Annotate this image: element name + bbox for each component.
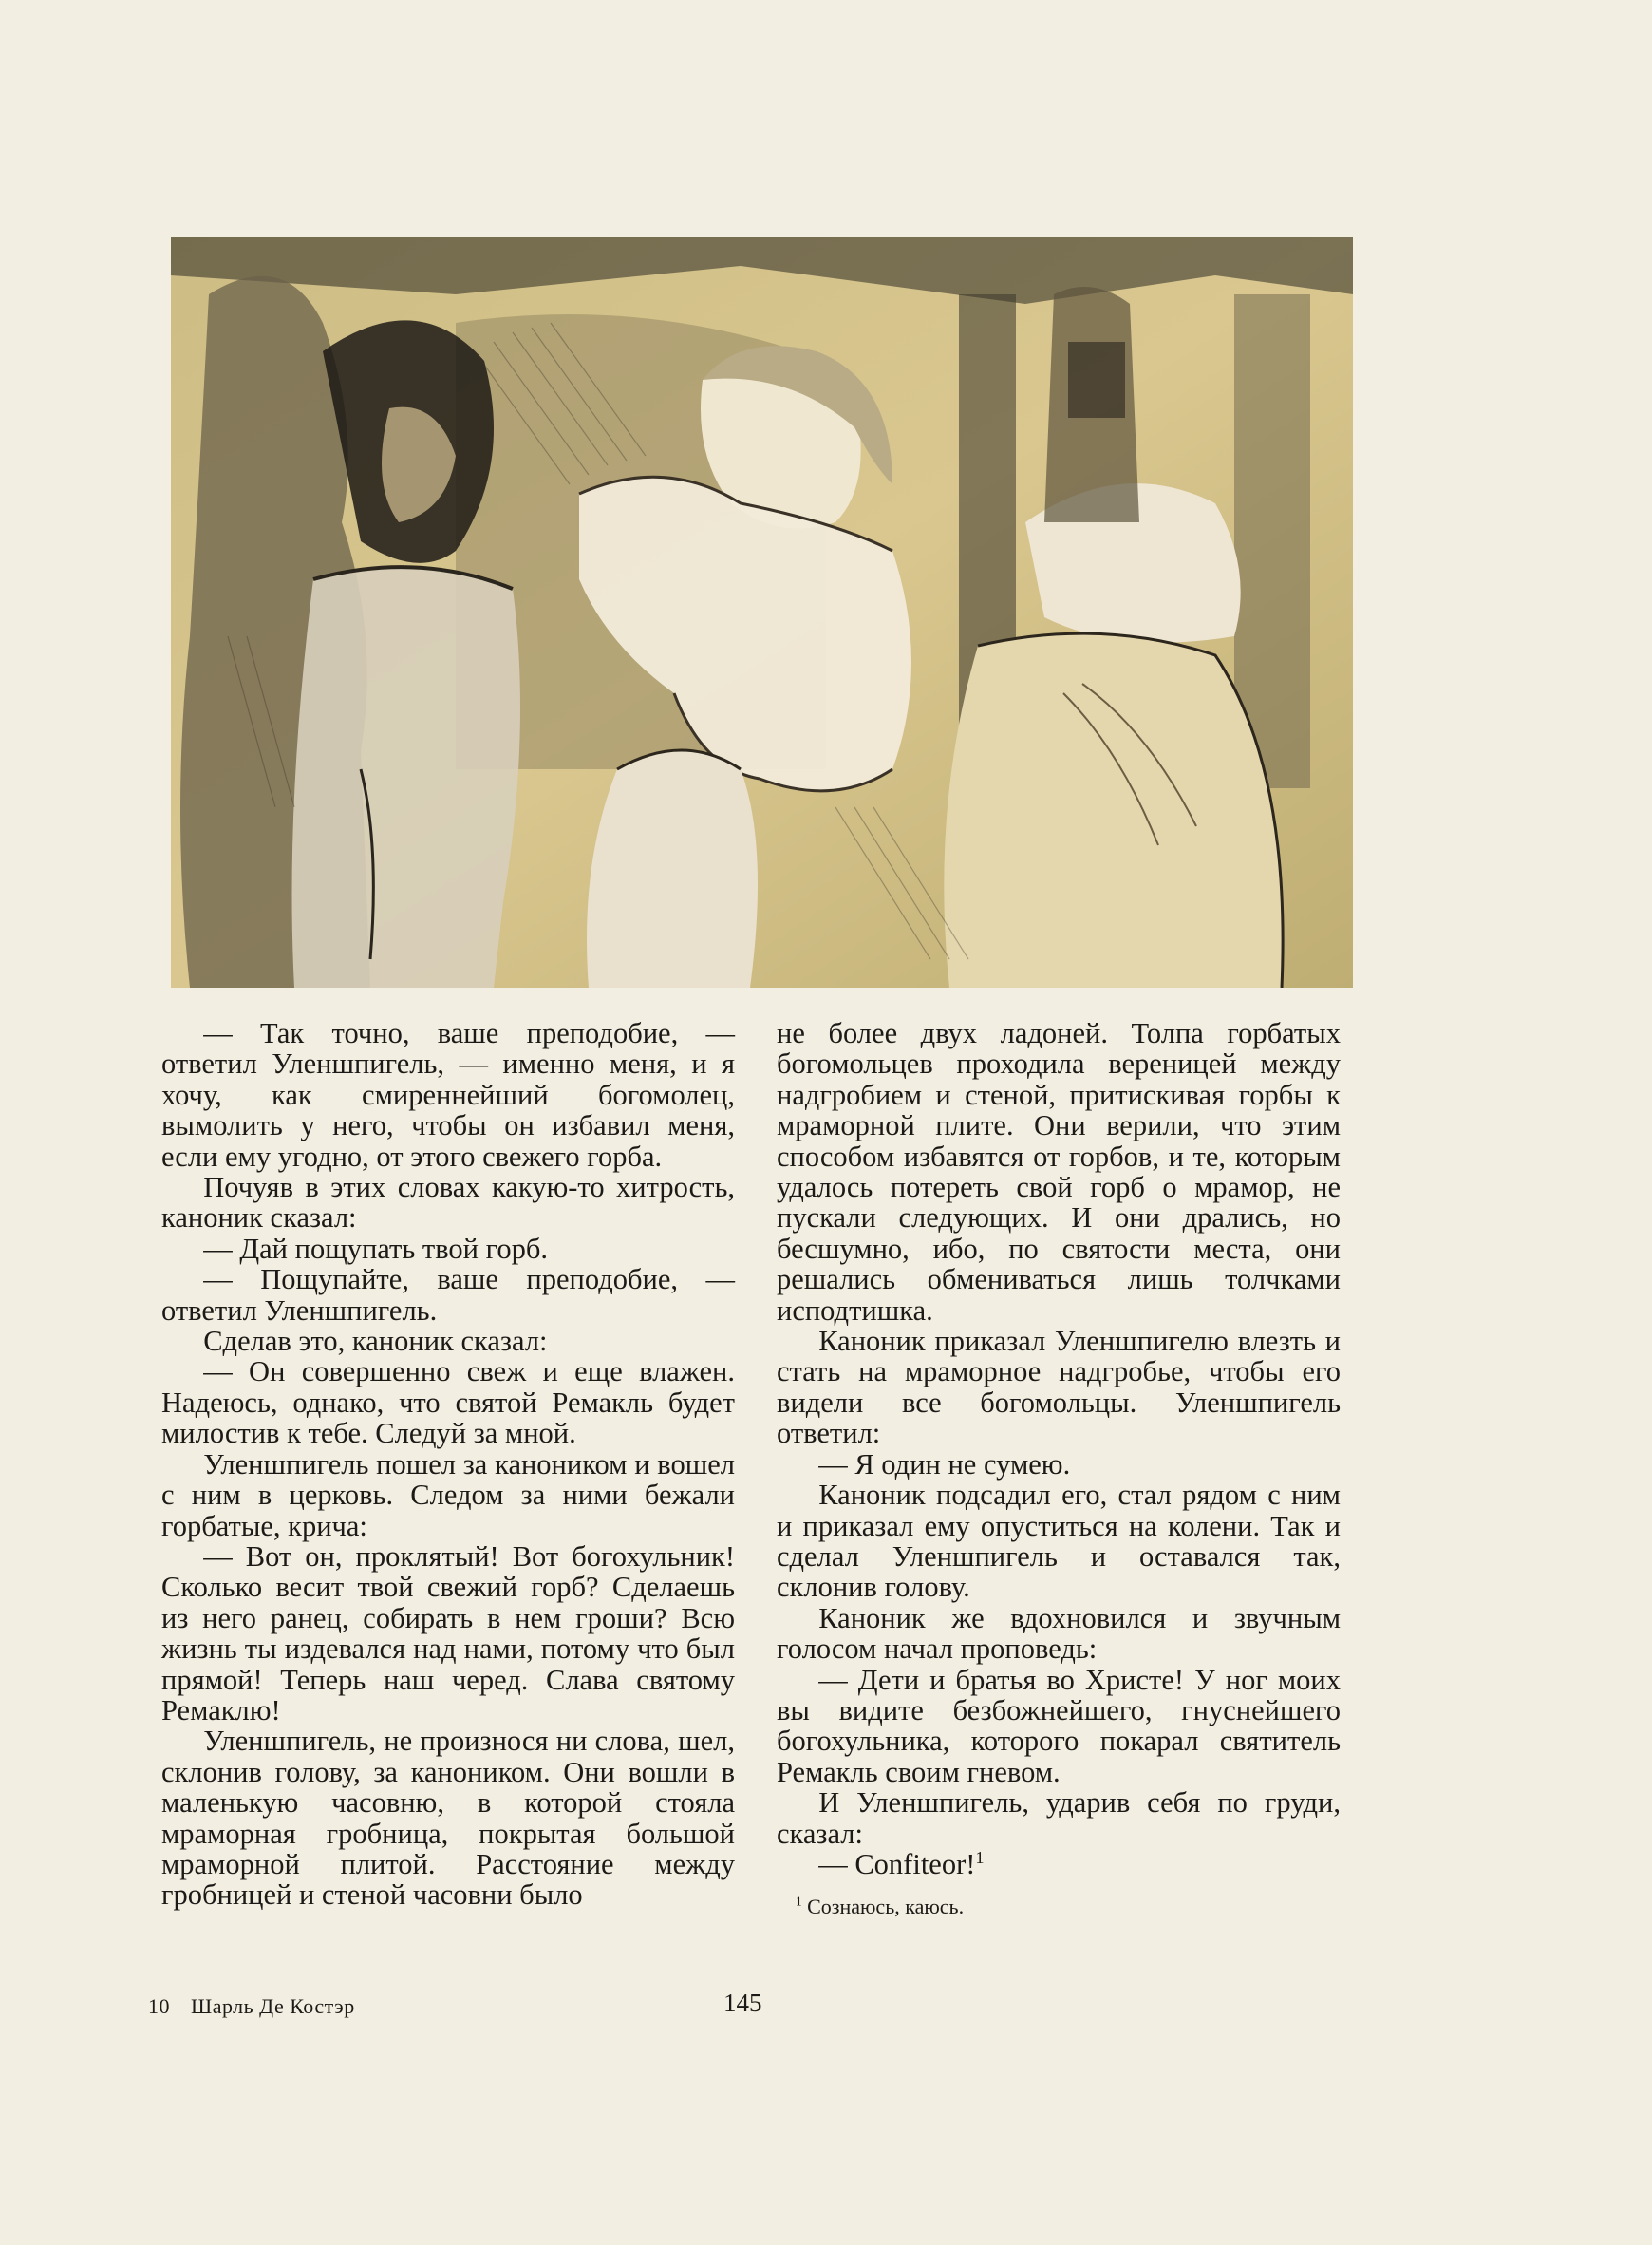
paragraph: — Пощупайте, ваше преподобие, — ответил Уленшпигель.: [161, 1263, 735, 1327]
final-exclamation: [777, 1849, 1341, 1879]
paragraph: — Дай пощупать твой горб.: [203, 1232, 548, 1265]
confiteor-text: — Confiteor!: [818, 1847, 976, 1880]
author-name: Шарль Де Костэр: [191, 1994, 355, 2018]
paragraph: Сделав это, каноник сказал:: [203, 1325, 548, 1358]
paragraph: Уленшпигель, не произнося ни слова, шел, склонив голову, за каноником. Они вошли в маленькую часовню, в которой стояла мраморная гробница, покрытая большой мраморной плитой. Расстояние между гробницей и стеной часовни было: [161, 1725, 735, 1912]
engraving-illustration-icon: [171, 237, 1353, 988]
paragraph: Каноник приказал Уленшпигелю влезть и стать на мраморное надгробье, чтобы его видели все богомольцы. Уленшпигель ответил:: [777, 1325, 1341, 1450]
paragraph-continuation: не более двух ладоней. Толпа горбатых богомольцев проходила вереницей между надгробием и стеной, притискивая горбы к мраморной плите. Они верили, что этим способом избавятся от горбов, и те, которым удалось потереть свой горб о мрамор, не пускали следующих. И они дрались, но бесшумно, ибо, по святости места, они решались обмениваться лишь толчками исподтишка.: [777, 1017, 1341, 1327]
paragraph: Каноник подсадил его, стал рядом с ним и приказал ему опуститься на колени. Так и сделал Уленшпигель и оставался так, склонив голову.: [777, 1479, 1341, 1604]
footnote: [796, 1895, 964, 1919]
sheet-number: 10: [148, 1994, 170, 2018]
paragraph: — Я один не сумею.: [818, 1447, 1071, 1481]
paragraph: — Вот он, проклятый! Вот богохульник! Сколько весит твой свежий горб? Сделаешь из него ранец, собирать в нем гроши? Всю жизнь ты издевался над нами, потому что был прямой! Теперь наш черед. Слава святому Ремаклю!: [161, 1539, 735, 1726]
paragraph: Уленшпигель пошел за каноником и вошел с ним в церковь. Следом за ними бежали горбатые, крича:: [161, 1447, 735, 1542]
paragraph: Почуяв в этих словах какую-то хитрость, каноник сказал:: [161, 1171, 735, 1235]
paragraph: И Уленшпигель, ударив себя по груди, сказал:: [777, 1786, 1341, 1850]
paragraph: — Он совершенно свеж и еще влажен. Надеюсь, однако, что святой Ремакль будет милостив к тебе. Следуй за мной.: [161, 1355, 735, 1450]
footnote-text: Сознаюсь, каюсь.: [807, 1895, 965, 1918]
illustration: [171, 237, 1353, 988]
page-number: 145: [723, 1989, 762, 2017]
footnote-marker: 1: [975, 1847, 985, 1867]
right-text-column: [777, 1018, 1341, 1879]
paragraph: — Так точно, ваше преподобие, — ответил Уленшпигель, — именно меня, и я хочу, как смиреннейший богомолец, вымолить у него, чтобы он избавил меня, если ему угодно, от этого свежего горба.: [161, 1017, 735, 1173]
paragraph: — Дети и братья во Христе! У ног моих вы видите безбожнейшего, гнуснейшего богохульника, которого покарал святитель Ремакль своим гневом.: [777, 1663, 1341, 1788]
printer-signature: [148, 1994, 370, 2019]
paragraph: Каноник же вдохновился и звучным голосом начал проповедь:: [777, 1601, 1341, 1666]
footnote-number: 1: [796, 1894, 802, 1909]
left-text-column: [161, 1018, 735, 1911]
